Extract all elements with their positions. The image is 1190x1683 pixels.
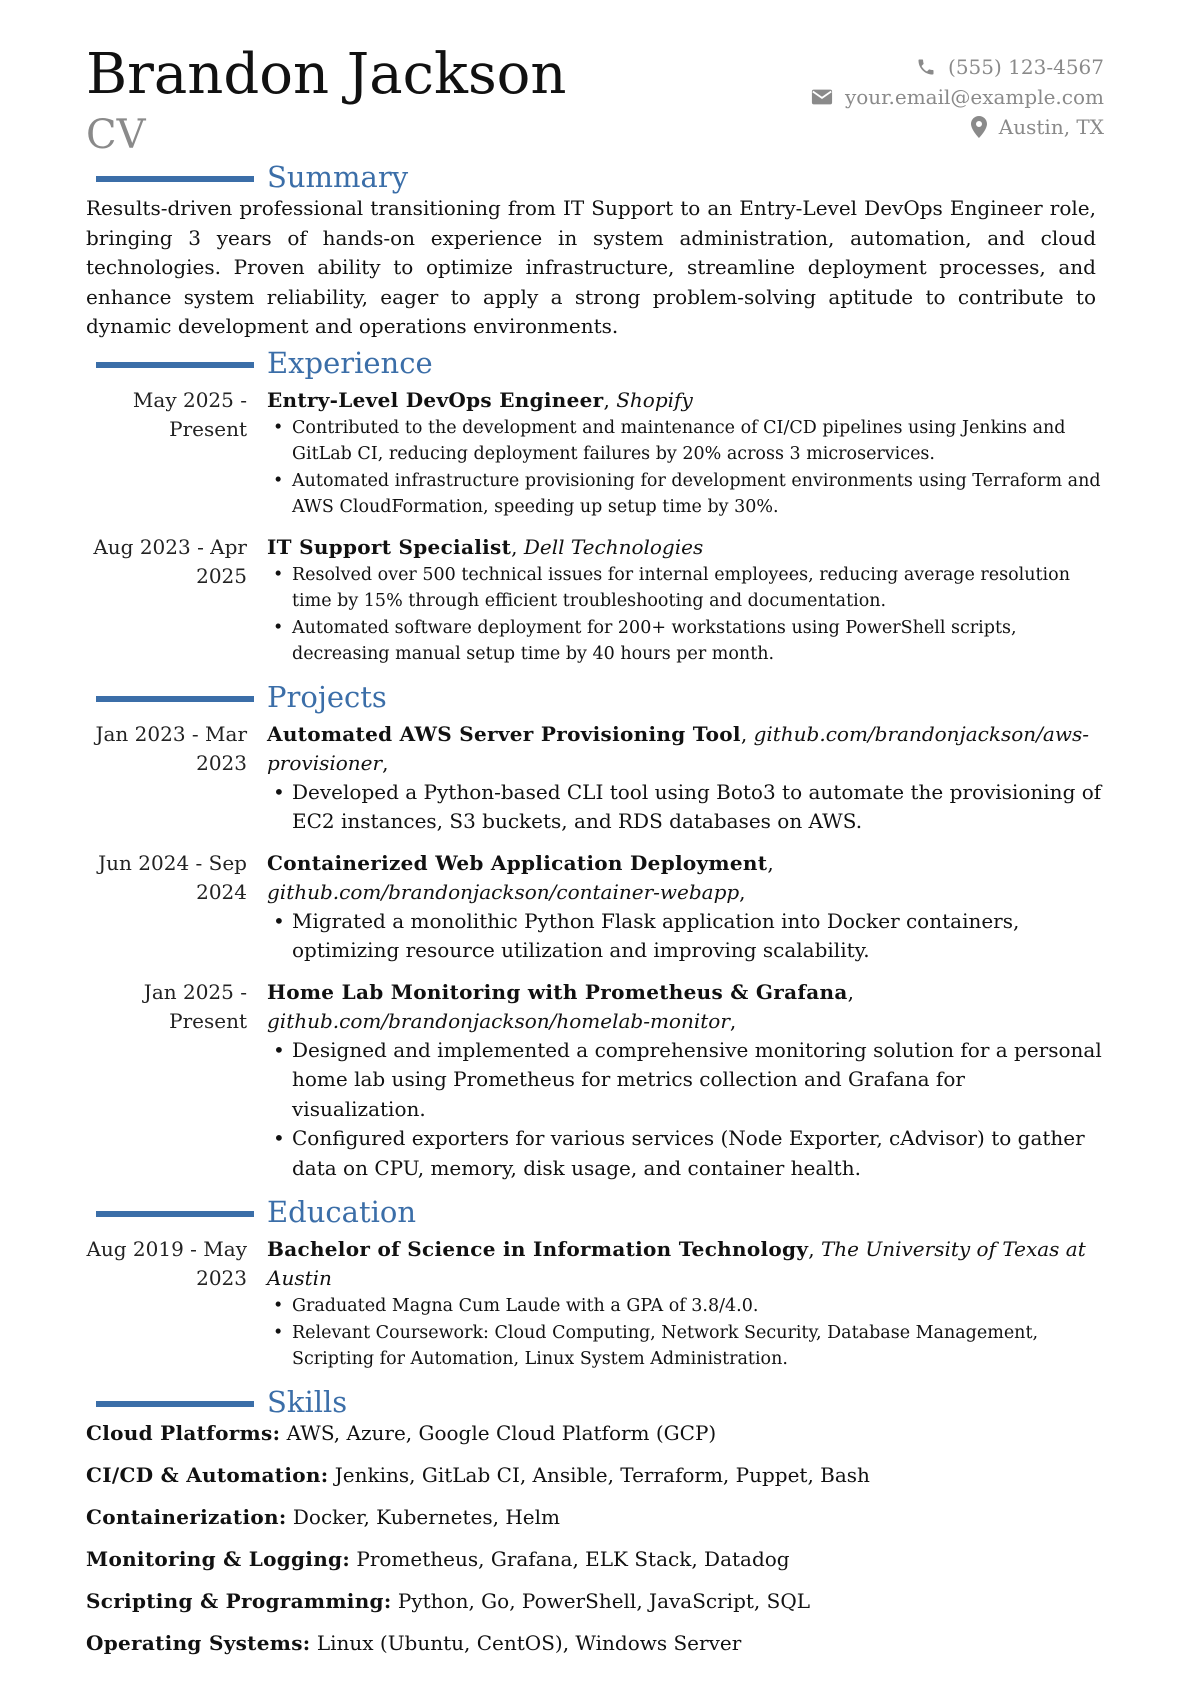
project-link[interactable]: github.com/brandonjackson/aws-provisioner xyxy=(267,721,1089,775)
entry-title: Bachelor of Science in Information Technology xyxy=(267,1237,809,1261)
section-bar xyxy=(96,362,254,368)
section-title: Projects xyxy=(267,679,387,714)
section-title: Education xyxy=(267,1195,417,1229)
entry-title: Containerized Web Application Deployment xyxy=(267,850,768,875)
section-heading xyxy=(86,1385,1104,1419)
bullet-list xyxy=(267,415,1104,521)
entry-title: Entry-Level DevOps Engineer xyxy=(267,387,604,412)
entry-date: Aug 2019 - May 2023 xyxy=(86,1237,247,1290)
entry-heading: Bachelor of Science in Information Technology, The University of Texas at Austin xyxy=(267,1237,1086,1290)
contact-email xyxy=(811,82,1104,112)
skill-values: Python, Go, PowerShell, JavaScript, SQL xyxy=(397,1588,811,1613)
list-item: • Contributed to the development and maintenance of CI/CD pipelines using Jenkins and GitLab CI, reducing deployment failures by 20% across 3 microservices. xyxy=(267,415,1104,468)
section-bar xyxy=(96,1211,254,1217)
bullet-list xyxy=(267,907,1104,966)
education-entry xyxy=(86,1235,1104,1373)
entry-heading: Automated AWS Server Provisioning Tool, github.com/brandonjackson/aws-provisioner, xyxy=(267,721,1089,775)
entry-date: May 2025 - Present xyxy=(132,387,247,441)
skill-category: Cloud Platforms: xyxy=(86,1420,281,1445)
location-text: Austin, TX xyxy=(998,115,1104,139)
skill-category: CI/CD & Automation: xyxy=(86,1462,329,1487)
email-link[interactable]: your.email@example.com xyxy=(844,85,1104,109)
entry-body xyxy=(267,720,1104,837)
entry-title: Automated AWS Server Provisioning Tool xyxy=(267,721,741,746)
experience-entry xyxy=(86,386,1104,521)
section-title: Experience xyxy=(267,345,433,380)
bullet-list xyxy=(267,562,1104,668)
entry-title: Home Lab Monitoring with Prometheus & Grafana xyxy=(267,979,848,1004)
skill-row xyxy=(86,1419,1104,1448)
phone-text[interactable]: (555) 123-4567 xyxy=(948,55,1104,79)
list-item: • Graduated Magna Cum Laude with a GPA of 3.8/4.0. xyxy=(267,1293,1104,1320)
project-link[interactable]: github.com/brandonjackson/homelab-monitor xyxy=(267,1008,730,1033)
entry-org: Shopify xyxy=(616,387,693,412)
list-item: • Migrated a monolithic Python Flask application into Docker containers, optimizing resource utilization and improving scalability. xyxy=(267,907,1104,966)
skill-values: Linux (Ubuntu, CentOS), Windows Server xyxy=(316,1630,742,1655)
list-item: • Designed and implemented a comprehensive monitoring solution for a personal home lab using Prometheus for metrics collection and Grafana for visualization. xyxy=(267,1036,1104,1125)
map-pin-icon xyxy=(971,116,987,138)
project-link[interactable]: github.com/brandonjackson/container-webapp xyxy=(267,879,740,904)
section-title: Skills xyxy=(267,1384,348,1419)
bullet-list xyxy=(267,1036,1104,1184)
skill-category: Scripting & Programming: xyxy=(86,1588,392,1613)
skill-row xyxy=(86,1629,1104,1658)
cv-header xyxy=(86,40,1104,158)
skill-row xyxy=(86,1503,1104,1532)
contact-phone xyxy=(811,52,1104,82)
section-bar xyxy=(96,696,254,702)
skill-category: Containerization: xyxy=(86,1504,287,1529)
contact-block xyxy=(811,52,1104,142)
list-item: • Resolved over 500 technical issues for internal employees, reducing average resolution time by 15% through efficient troubleshooting and documentation. xyxy=(267,562,1104,615)
section-bar xyxy=(96,176,254,182)
section-heading xyxy=(86,346,1104,380)
skill-category: Monitoring & Logging: xyxy=(86,1546,351,1571)
summary-section xyxy=(86,160,1104,342)
entry-date: Jun 2024 - Sep 2024 xyxy=(98,850,247,904)
project-entry xyxy=(86,849,1104,966)
section-title: Summary xyxy=(267,160,409,194)
section-heading xyxy=(86,680,1104,714)
entry-body xyxy=(267,533,1104,668)
entry-heading: Containerized Web Application Deployment, github.com/brandonjackson/container-webapp, xyxy=(267,850,774,904)
envelope-icon xyxy=(811,88,833,106)
entry-heading: IT Support Specialist, Dell Technologies xyxy=(267,534,704,559)
entry-heading: Home Lab Monitoring with Prometheus & Grafana, github.com/brandonjackson/homelab-monitor, xyxy=(267,979,855,1033)
contact-location xyxy=(811,112,1104,142)
entry-body xyxy=(267,1235,1104,1373)
entry-org: Dell Technologies xyxy=(523,534,704,559)
entry-date: Jan 2025 - Present xyxy=(143,979,247,1033)
entry-body xyxy=(267,978,1104,1184)
skill-values: Jenkins, GitLab CI, Ansible, Terraform, Puppet, Bash xyxy=(334,1462,870,1487)
skill-row xyxy=(86,1461,1104,1490)
entry-title: IT Support Specialist xyxy=(267,534,512,559)
skill-values: Docker, Kubernetes, Helm xyxy=(292,1504,560,1529)
entry-date: Aug 2023 - Apr 2025 xyxy=(93,534,247,588)
entry-body xyxy=(267,386,1104,521)
skills-section xyxy=(86,1385,1104,1658)
entry-body xyxy=(267,849,1104,966)
list-item: • Configured exporters for various services (Node Exporter, cAdvisor) to gather data on CPU, memory, disk usage, and container health. xyxy=(267,1124,1104,1183)
list-item: • Relevant Coursework: Cloud Computing, Network Security, Database Management, Scripting for Automation, Linux System Administration. xyxy=(267,1320,1104,1373)
skill-values: AWS, Azure, Google Cloud Platform (GCP) xyxy=(286,1420,717,1445)
bullet-list xyxy=(267,1293,1104,1373)
person-name: Brandon Jackson xyxy=(86,42,567,107)
bullet-list xyxy=(267,778,1104,837)
phone-icon xyxy=(916,57,936,77)
project-entry xyxy=(86,720,1104,837)
projects-section xyxy=(86,680,1104,1184)
list-item: • Developed a Python-based CLI tool using Boto3 to automate the provisioning of EC2 instances, S3 buckets, and RDS databases on AWS. xyxy=(267,778,1104,837)
cv-page xyxy=(86,40,1104,1671)
skill-values: Prometheus, Grafana, ELK Stack, Datadog xyxy=(356,1546,790,1571)
document-subtitle: CV xyxy=(86,112,146,158)
list-item: • Automated software deployment for 200+ workstations using PowerShell scripts, decreasing manual setup time by 40 hours per month. xyxy=(267,615,1104,668)
entry-heading: Entry-Level DevOps Engineer, Shopify xyxy=(267,387,693,412)
experience-entry xyxy=(86,533,1104,668)
skill-category: Operating Systems: xyxy=(86,1630,311,1655)
entry-date: Jan 2023 - Mar 2023 xyxy=(95,721,247,775)
section-heading xyxy=(86,160,1104,194)
entry-org: The University of Texas at Austin xyxy=(267,1237,1086,1290)
experience-section xyxy=(86,346,1104,668)
skill-row xyxy=(86,1587,1104,1616)
education-section xyxy=(86,1195,1104,1373)
summary-text: Results-driven professional transitioning from IT Support to an Entry-Level DevOps Engineer role, bringing 3 years of hands-on experience in system administration, automation, and cloud technologies. Proven ability to optimize infrastructure, streamline deployment processes, and enhance system reliability, eager to apply a strong problem-solving aptitude to contribute to dynamic development and operations environments. xyxy=(86,196,1096,338)
section-heading xyxy=(86,1195,1104,1229)
list-item: • Automated infrastructure provisioning for development environments using Terraform and AWS CloudFormation, speeding up setup time by 30%. xyxy=(267,468,1104,521)
section-bar xyxy=(96,1401,254,1407)
project-entry xyxy=(86,978,1104,1184)
skill-row xyxy=(86,1545,1104,1574)
